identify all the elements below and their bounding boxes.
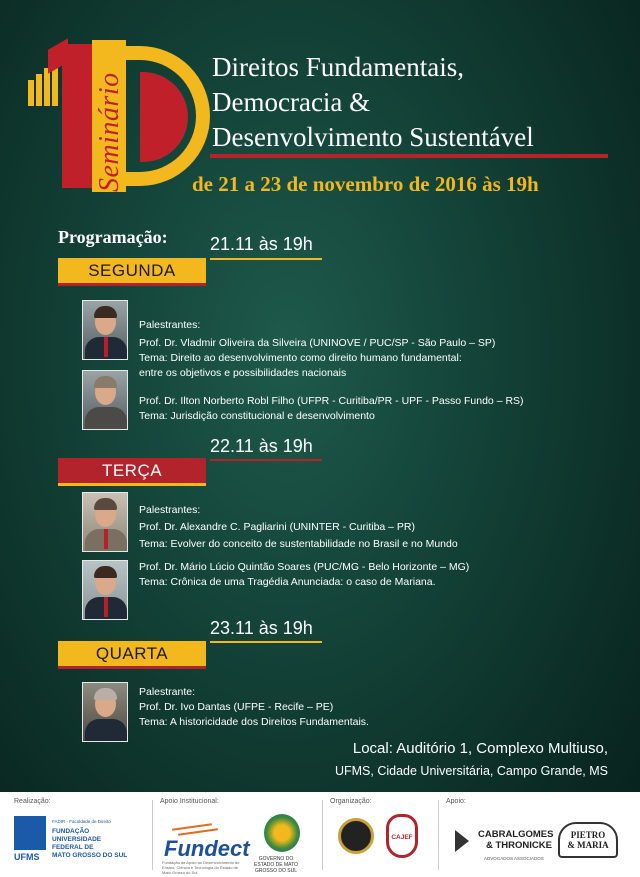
- day3-label-rule: [58, 666, 206, 669]
- day2-time-rule: [210, 459, 322, 461]
- cabralgomes-line-1: CABRALGOMES: [478, 829, 554, 840]
- fundect-logo: Fundect: [164, 836, 250, 861]
- day2-line-1: Palestrantes:: [139, 504, 201, 516]
- title-line-3: Desenvolvimento Sustentável: [212, 122, 534, 152]
- event-dates: de 21 a 23 de novembro de 2016 às 19h: [192, 172, 539, 196]
- cajef-text: CAJEF: [391, 834, 413, 841]
- label-organizacao: Organização:: [330, 798, 372, 805]
- speaker-photo-ivo: [82, 682, 128, 742]
- day2-line-4: Prof. Dr. Mário Lúcio Quintão Soares (PUC/MG - Belo Horizonte – MG): [139, 561, 470, 573]
- day1-label-rule: [58, 283, 206, 286]
- day1-line-1: Palestrantes:: [139, 319, 201, 331]
- programacao-label: Programação:: [58, 227, 168, 247]
- location-line-1: Local: Auditório 1, Complexo Multiuso,: [352, 740, 608, 757]
- day3-line-2: Prof. Dr. Ivo Dantas (UFPE - Recife – PE): [139, 701, 334, 713]
- day2-time: 22.11 às 19h: [210, 436, 313, 456]
- speaker-photo-ilton: [82, 370, 128, 430]
- label-apoio: Apoio:: [446, 798, 466, 805]
- day1-line-3: Tema: Direito ao desenvolvimento como direito humano fundamental:: [139, 352, 462, 364]
- day2-line-5: Tema: Crônica de uma Tragédia Anunciada: o caso de Mariana.: [139, 576, 436, 588]
- pietro-line-1: PIETRO: [570, 830, 606, 840]
- speaker-photo-alexandre: [82, 492, 128, 552]
- footer-divider: [152, 800, 153, 870]
- day1-line-2: Prof. Dr. Vladmir Oliveira da Silveira (UNINOVE / PUC/SP - São Paulo – SP): [139, 337, 496, 349]
- ufms-name-1: FUNDAÇÃO: [52, 828, 90, 835]
- day3-line-3: Tema: A historicidade dos Direitos Fundamentais.: [139, 716, 369, 728]
- ufms-name-3: FEDERAL DE: [52, 844, 94, 851]
- cabralgomes-chevron-icon: [455, 830, 469, 852]
- day1-line-6: Tema: Jurisdição constitucional e desenvolvimento: [139, 410, 375, 422]
- footer-divider: [322, 800, 323, 870]
- ufms-faculty: FADIR - Faculdade de Direito: [52, 819, 111, 824]
- day1-label: SEGUNDA: [58, 258, 206, 284]
- day1-line-4: entre os objetivos e possibilidades nacionais: [139, 367, 347, 379]
- day2-line-3: Tema: Evolver do conceito de sustentabilidade no Brasil e no Mundo: [139, 538, 458, 550]
- label-realizacao: Realização:: [14, 798, 51, 805]
- ufms-logo: [14, 816, 46, 850]
- ufms-logo-text: UFMS: [14, 852, 40, 862]
- day3-label: QUARTA: [58, 641, 206, 667]
- governo-ms-text: GOVERNO DO ESTADO DE MATO GROSSO DO SUL: [254, 856, 298, 874]
- day2-line-2: Prof. Dr. Alexandre C. Pagliarini (UNINTER - Curitiba – PR): [139, 521, 415, 533]
- pietro-maria-logo: [558, 822, 618, 858]
- speaker-photo-mario: [82, 560, 128, 620]
- logo-word: Seminário: [94, 72, 125, 192]
- footer-divider: [438, 800, 439, 870]
- ufms-name-2: UNIVERSIDADE: [52, 836, 102, 843]
- sponsors-footer: [0, 792, 640, 877]
- fundect-subtitle: Fundação de Apoio ao Desenvolvimento do Ensino, Ciência e Tecnologia do Estado de Mato Grosso do Sul: [162, 860, 240, 875]
- location-line-2: UFMS, Cidade Universitária, Campo Grande, MS: [334, 764, 608, 778]
- day3-time: 23.11 às 19h: [210, 618, 313, 638]
- speaker-photo-vladmir: [82, 300, 128, 360]
- day1-line-5: Prof. Dr. Ilton Norberto Robl Filho (UFPR - Curitiba/PR - UPF - Passo Fundo – RS): [139, 395, 524, 407]
- organizer-seal: [338, 818, 374, 854]
- title-line-1: Direitos Fundamentais,: [212, 52, 464, 82]
- day3-line-1: Palestrante:: [139, 686, 196, 698]
- day2-label: TERÇA: [58, 458, 206, 484]
- title-underline: [210, 154, 608, 158]
- governo-ms-seal: [264, 814, 300, 852]
- day3-time-rule: [210, 641, 322, 643]
- cabralgomes-subtitle: ADVOGADOS ASSOCIADOS: [484, 856, 544, 861]
- day1-time-rule: [210, 258, 322, 260]
- ufms-name-4: MATO GROSSO DO SUL: [52, 852, 128, 859]
- cabralgomes-line-2: & THRONICKE: [486, 840, 552, 851]
- label-apoio-institucional: Apoio Institucional:: [160, 798, 219, 805]
- day2-label-rule: [58, 483, 206, 486]
- day1-time: 21.11 às 19h: [210, 234, 313, 254]
- title-line-2: Democracia &: [212, 87, 371, 117]
- pietro-line-2: & MARIA: [567, 840, 609, 850]
